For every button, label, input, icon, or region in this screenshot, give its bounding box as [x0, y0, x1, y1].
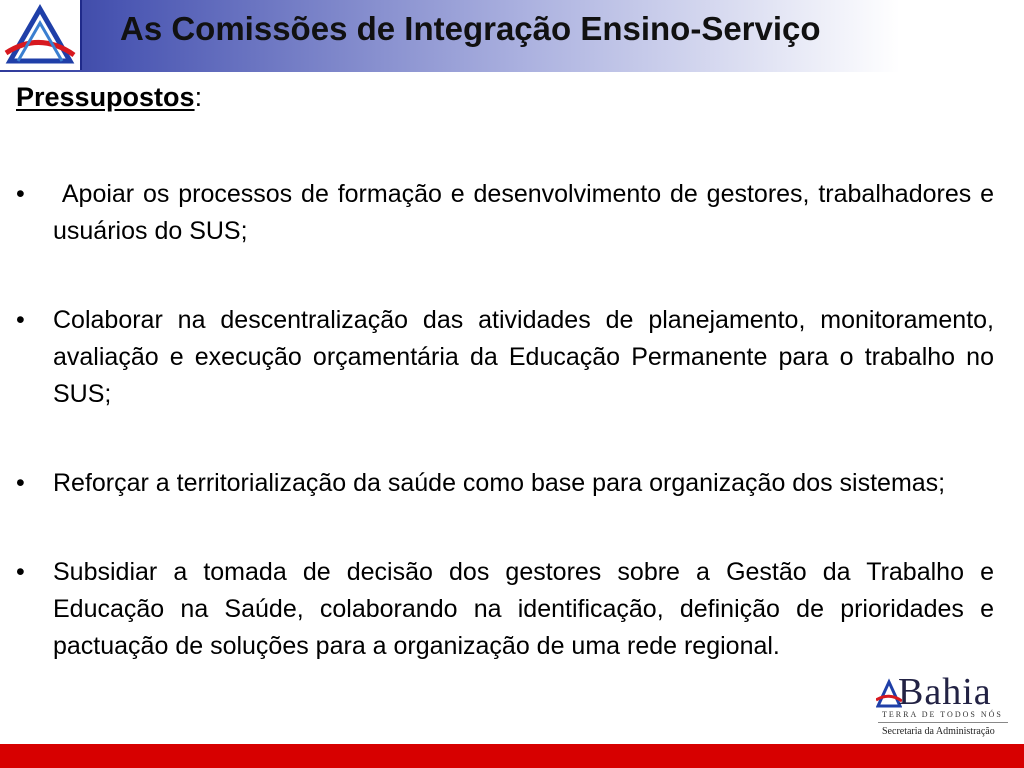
bahia-department: Secretaria da Administração [882, 726, 995, 737]
bullet-text: Colaborar na descentralização das atividades de planejamento, monitoramento, avaliação e execução orçamentária da Educação Permanente para o trabalho no SUS; [53, 306, 994, 408]
bullet-text: Reforçar a territorialização da saúde como base para organização dos sistemas; [53, 469, 946, 497]
section-heading-text: Pressupostos [16, 82, 195, 112]
bullet-list [16, 176, 1001, 665]
bullet-icon: • [16, 558, 25, 586]
triangle-emblem-icon [4, 3, 76, 67]
bullet-icon: • [16, 469, 25, 497]
list-item [16, 465, 994, 502]
header-logo [0, 0, 82, 70]
bahia-logo [876, 672, 1012, 742]
bullet-icon: • [16, 180, 25, 208]
bullet-text: Subsidiar a tomada de decisão dos gestores sobre a Gestão da Trabalho e Educação na Saúde, colaborando na identificação, definição de prioridades e pactuação de soluções para a organização de uma rede regional. [53, 558, 994, 660]
bahia-divider [878, 722, 1008, 723]
section-heading [16, 82, 202, 113]
list-item [16, 176, 1001, 250]
list-item [16, 302, 994, 413]
list-item [16, 554, 994, 665]
bullet-icon: • [16, 306, 25, 334]
bahia-wordmark: Bahia [898, 671, 992, 713]
slide-header [0, 0, 1024, 72]
section-heading-colon: : [194, 82, 203, 112]
bullet-text: Apoiar os processos de formação e desenvolvimento de gestores, trabalhadores e usuários do SUS; [53, 180, 1001, 245]
footer-bar [0, 744, 1024, 768]
slide-title: As Comissões de Integração Ensino-Serviço [120, 10, 821, 47]
bahia-tagline: TERRA DE TODOS NÓS [882, 710, 1003, 719]
